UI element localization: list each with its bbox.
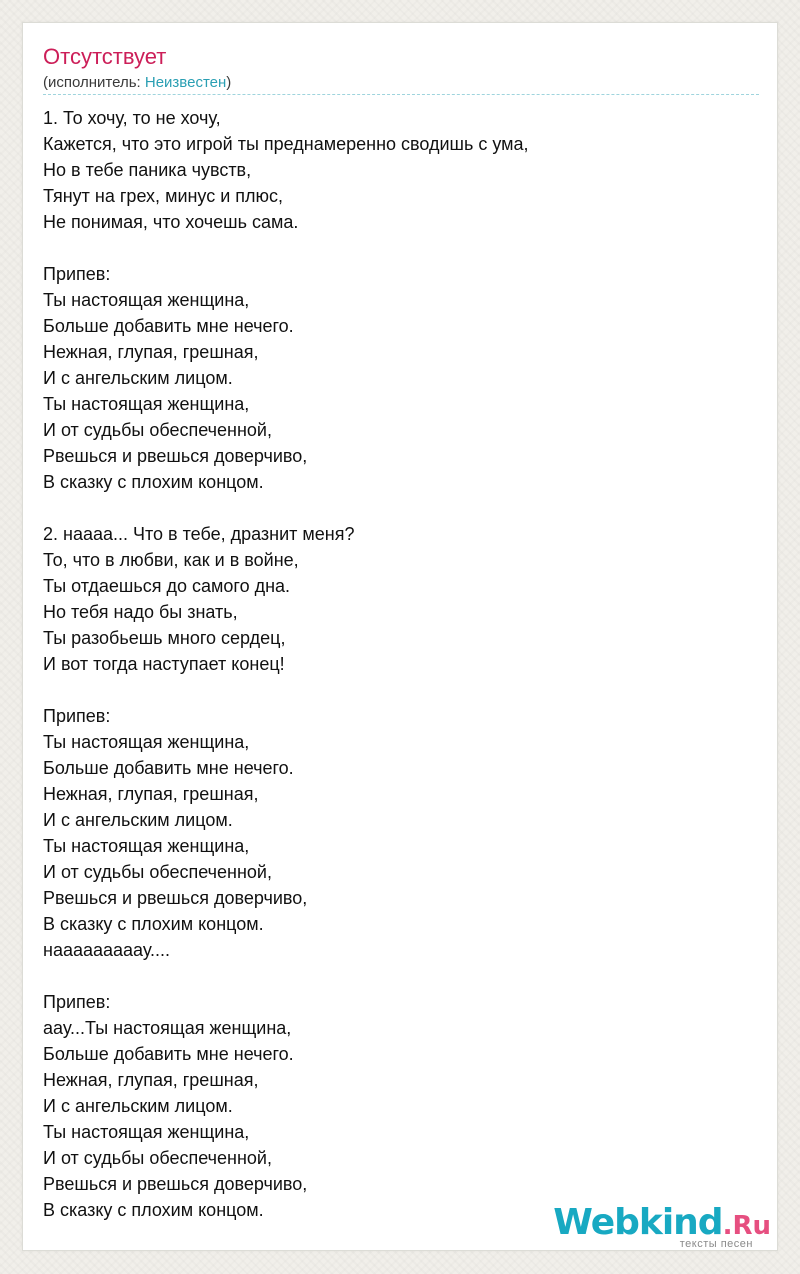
webkind-logo[interactable] [553,1202,771,1250]
lyric-line: Ты настоящая женщина, [43,1122,250,1142]
artist-line [43,74,231,92]
lyric-line: Больше добавить мне нечего. [43,316,294,336]
lyric-line: нааааааааау.... [43,940,171,960]
lyric-line: И с ангельским лицом. [43,1096,233,1116]
lyric-line: То, что в любви, как и в войне, [43,550,299,570]
lyric-line: Ты настоящая женщина, [43,394,250,414]
stanza-chorus-1 [43,261,759,495]
lyric-line: Кажется, что это игрой ты преднамеренно сводишь с ума, [43,134,529,154]
stanza-verse-1 [43,105,759,235]
lyric-line: 1. То хочу, то не хочу, [43,108,221,128]
lyrics-body [43,105,759,1249]
title-divider [43,94,759,95]
lyric-line: Но в тебе паника чувств, [43,160,252,180]
lyric-line: И от судьбы обеспеченной, [43,420,272,440]
lyric-line: Но тебя надо бы знать, [43,602,238,622]
lyric-line: Припев: [43,992,111,1012]
lyric-line: Ты разобьешь много сердец, [43,628,286,648]
lyric-line: аау...Ты настоящая женщина, [43,1018,292,1038]
lyric-line: Больше добавить мне нечего. [43,758,294,778]
lyric-line: Ты отдаешься до самого дна. [43,576,291,596]
lyric-line: Ты настоящая женщина, [43,732,250,752]
lyric-line: 2. наааа... Что в тебе, дразнит меня? [43,524,355,544]
lyric-line: Нежная, глупая, грешная, [43,1070,259,1090]
stanza-chorus-3 [43,989,759,1223]
lyric-line: В сказку с плохим концом. [43,472,264,492]
lyric-line: Нежная, глупая, грешная, [43,784,259,804]
lyric-line: Тянут на грех, минус и плюс, [43,186,284,206]
stanza-chorus-2 [43,703,759,963]
stanza-verse-2 [43,521,759,677]
logo-tld: .Ru [722,1211,771,1241]
song-title: Отсутствует [43,44,167,69]
lyric-line: И от судьбы обеспеченной, [43,1148,272,1168]
artist-link[interactable]: Неизвестен [144,74,227,91]
lyric-line: Рвешься и рвешься доверчиво, [43,446,308,466]
lyric-line: И вот тогда наступает конец! [43,654,285,674]
lyrics-card [22,22,778,1251]
logo-brand: Webkind [553,1202,723,1243]
lyric-line: И от судьбы обеспеченной, [43,862,272,882]
lyric-line: В сказку с плохим концом. [43,914,264,934]
artist-suffix: ) [226,74,232,91]
artist-prefix: (исполнитель: [43,74,145,91]
lyric-line: Ты настоящая женщина, [43,290,250,310]
lyric-line: И с ангельским лицом. [43,810,233,830]
lyric-line: И с ангельским лицом. [43,368,233,388]
lyric-line: В сказку с плохим концом. [43,1200,264,1220]
lyric-line: Рвешься и рвешься доверчиво, [43,1174,308,1194]
lyric-line: Не понимая, что хочешь сама. [43,212,299,232]
lyric-line: Припев: [43,706,111,726]
lyric-line: Рвешься и рвешься доверчиво, [43,888,308,908]
lyric-line: Больше добавить мне нечего. [43,1044,294,1064]
lyric-line: Ты настоящая женщина, [43,836,250,856]
lyric-line: Нежная, глупая, грешная, [43,342,259,362]
logo-tagline: тексты песен [679,1238,753,1250]
lyric-line: Припев: [43,264,111,284]
